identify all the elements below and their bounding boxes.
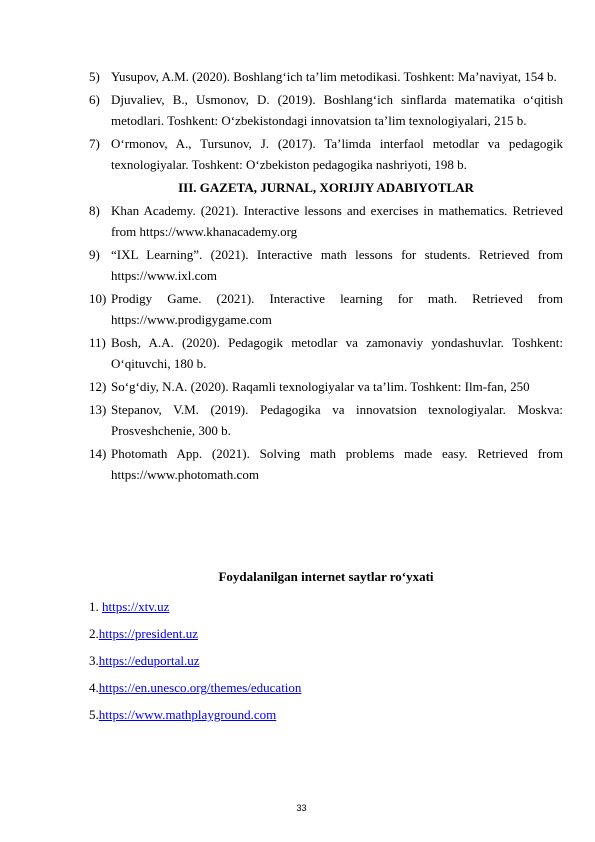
references-list xyxy=(89,66,563,487)
site-number: 5. xyxy=(89,707,99,722)
reference-number: 14) xyxy=(89,446,107,461)
reference-item xyxy=(89,288,563,330)
reference-text: Prodigy Game. (2021). Interactive learning for math. Retrieved from https://www.prodigygame.com xyxy=(111,291,563,327)
reference-item xyxy=(89,133,563,175)
reference-number: 8) xyxy=(89,203,100,218)
reference-text: Photomath App. (2021). Solving math problems made easy. Retrieved from https://www.photomath.com xyxy=(111,446,563,482)
reference-number: 6) xyxy=(89,92,100,107)
site-list-item xyxy=(89,600,301,627)
site-list-item xyxy=(89,654,301,681)
reference-item xyxy=(89,376,563,397)
reference-text: Djuvaliev, B., Usmonov, D. (2019). Boshlang‘ich sinflarda matematika o‘qitish metodlari. Toshkent: O‘zbekistondagi innovatsion ta’lim texnologiyalari, 215 b. xyxy=(111,92,563,128)
site-link[interactable]: https://www.mathplayground.com xyxy=(98,707,277,722)
page-number: 33 xyxy=(296,803,307,813)
site-number: 1. xyxy=(89,599,102,614)
reference-item xyxy=(89,399,563,441)
reference-item xyxy=(89,332,563,374)
internet-sites-title: Foydalanilgan internet saytlar ro‘yxati xyxy=(218,569,434,584)
reference-text: O‘rmonov, A., Tursunov, J. (2017). Ta’limda interfaol metodlar va pedagogik texnologiyalar. Toshkent: O‘zbekiston pedagogika nashriyoti, 198 b. xyxy=(111,136,563,172)
section-heading: III. GAZETA, JURNAL, XORIJIY ADABIYOTLAR xyxy=(178,180,474,195)
reference-item xyxy=(89,244,563,286)
internet-sites-list xyxy=(89,600,301,735)
reference-number: 13) xyxy=(89,402,107,417)
reference-item xyxy=(89,443,563,485)
site-link[interactable]: https://en.unesco.org/themes/education xyxy=(98,680,302,695)
site-link[interactable]: https://eduportal.uz xyxy=(98,653,200,668)
site-number: 4. xyxy=(89,680,99,695)
reference-item xyxy=(89,200,563,242)
reference-text: So‘g‘diy, N.A. (2020). Raqamli texnologiyalar va ta’lim. Toshkent: Ilm-fan, 250 xyxy=(111,379,530,394)
reference-text: Bosh, A.A. (2020). Pedagogik metodlar va zamonaviy yondashuvlar. Toshkent: O‘qituvchi, 180 b. xyxy=(111,335,563,371)
site-list-item xyxy=(89,708,301,735)
reference-number: 9) xyxy=(89,247,100,262)
site-list-item xyxy=(89,627,301,654)
site-number: 2. xyxy=(89,626,99,641)
site-list-item xyxy=(89,681,301,708)
reference-number: 5) xyxy=(89,69,100,84)
reference-number: 7) xyxy=(89,136,100,151)
reference-text: Khan Academy. (2021). Interactive lessons and exercises in mathematics. Retrieved from https://www.khanacademy.org xyxy=(111,203,563,239)
site-number: 3. xyxy=(89,653,99,668)
reference-number: 11) xyxy=(89,335,106,350)
site-link[interactable]: https://president.uz xyxy=(98,626,199,641)
reference-number: 10) xyxy=(89,291,107,306)
reference-number: 12) xyxy=(89,379,107,394)
site-link[interactable]: https://xtv.uz xyxy=(102,599,170,614)
reference-text: Stepanov, V.M. (2019). Pedagogika va innovatsion texnologiyalar. Moskva: Prosveshchenie, 300 b. xyxy=(111,402,563,438)
reference-text: “IXL Learning”. (2021). Interactive math lessons for students. Retrieved from https://www.ixl.com xyxy=(111,247,563,283)
reference-text: Yusupov, A.M. (2020). Boshlang‘ich ta’lim metodikasi. Toshkent: Ma’naviyat, 154 b. xyxy=(111,69,557,84)
reference-item xyxy=(89,89,563,131)
reference-item xyxy=(89,66,563,87)
